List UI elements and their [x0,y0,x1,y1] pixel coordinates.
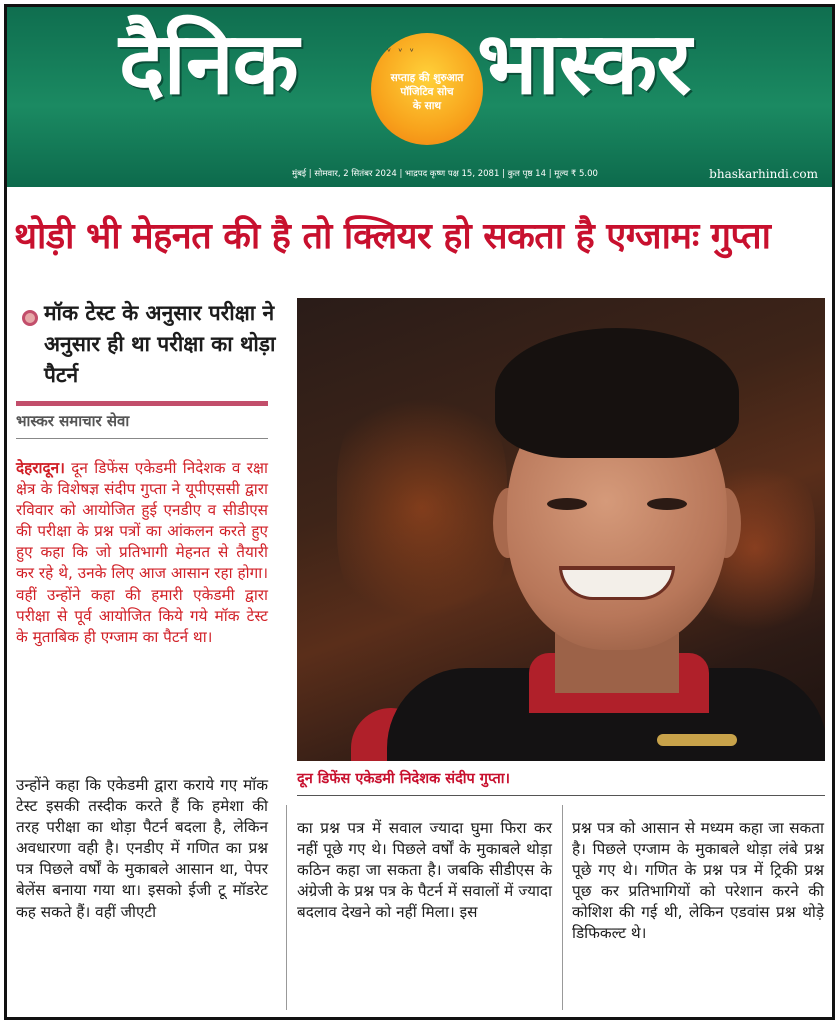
tagline-line-1: सप्ताह की शुरुआत [390,72,464,84]
sun-tagline [371,71,483,113]
article-column-3: प्रश्न पत्र को आसान से मध्यम कहा जा सकता है। पिछले एग्जाम के मुकाबले थोड़ा लंबे प्रश्न पूछे गए थे। गणित के प्रश्न पत्र में ट्रिकी प्रश्न पूछ कर प्रतिभागियों को परेशान करने की कोशिश की गई थी, लेकिन एडवांस प्रश्न थोड़े डिफिकल्ट थे। [572,819,824,943]
photo-caption: दून डिफेंस एकेडमी निदेशक संदीप गुप्ता। [297,771,510,787]
edition-dateline: मुंबई | सोमवार, 2 सितंबर 2024 | भाद्रपद कृष्ण पक्ष 15, 2081 | कुल पृष्ठ 14 | मूल्य ₹ 5.00 [292,169,598,179]
subhead-divider [16,401,268,406]
tagline-line-2: पॉजिटिव सोच [400,86,454,98]
website-link[interactable]: bhaskarhindi.com [709,167,818,181]
article-intro-paragraph [16,458,268,648]
article-headline: थोड़ी भी मेहनत की है तो क्लियर हो सकता है एग्जामः गुप्ता [14,216,771,257]
article-column-2: का प्रश्न पत्र में सवाल ज्यादा घुमा फिरा कर नहीं पूछे गए थे। पिछले वर्षों के मुकाबले थोड़ा कठिन कहा जा सकता है। जबकि सीडीएस के अंग्रेजी के प्रश्न पत्र के पैटर्न में सवालों में ज्यादा बदलाव देखने को नहीं मिला। इस [297,819,552,922]
newspaper-masthead [7,7,832,187]
tagline-line-3: के साथ [412,100,442,112]
masthead-title-left: दैनिक [119,14,298,114]
smile [559,566,675,600]
background-light [337,378,507,638]
birds-icon: ᵛ ᵛ ᵛ [387,47,416,58]
byline-divider [16,438,268,439]
hair [495,328,739,458]
article-byline: भास्कर समाचार सेवा [16,412,130,430]
intro-text: दून डिफेंस एकेडमी निदेशक व रक्षा क्षेत्र के विशेषज्ञ संदीप गुप्ता ने यूपीएससी द्वारा रविवार को आयोजित हुई एनडीए व सीडीएस की परीक्षा के प्रश्न पत्रों का आंकलन करते हुए हुए कहा कि जो प्रतिभागी मेहनत से तैयारी कर रहे थे, उनके लिए आज आसान रहा होगा। वहीं उन्होंने कहा की हमारी एकेडमी द्वारा परीक्षा से पूर्व आयोजित किये गये मॉक टेस्ट के मुताबिक ही एग्जाम का पैटर्न था। [16,459,268,646]
column-divider [562,805,563,1010]
eye [547,498,587,510]
eye [647,498,687,510]
portrait-photo [297,298,825,761]
masthead-title-right: भास्कर [477,14,691,114]
caption-divider [297,795,825,796]
bullet-icon [22,310,38,326]
lapel-pin-icon [657,734,737,746]
column-divider [286,805,287,1010]
article-column-1: उन्होंने कहा कि एकेडमी द्वारा कराये गए मॉक टेस्ट इसकी तस्दीक करते हैं कि हमेशा की तरह परीक्षा का थोड़ा पैटर्न बदला है, लेकिन अवधारणा वही है। एनडीए में गणित का प्रश्न पत्र पिछले वर्षों के मुकाबले आसान था, पेपर बेलेंस बनाया गया था। इसको ईजी टू मॉडरेट कह सकते हैं। वहीं जीएटी [16,776,268,921]
article-subhead: मॉक टेस्ट के अनुसार परीक्षा ने अनुसार ही था परीक्षा का थोड़ा पैटर्न [44,301,276,387]
article-dateline: देहरादून। [16,459,65,477]
